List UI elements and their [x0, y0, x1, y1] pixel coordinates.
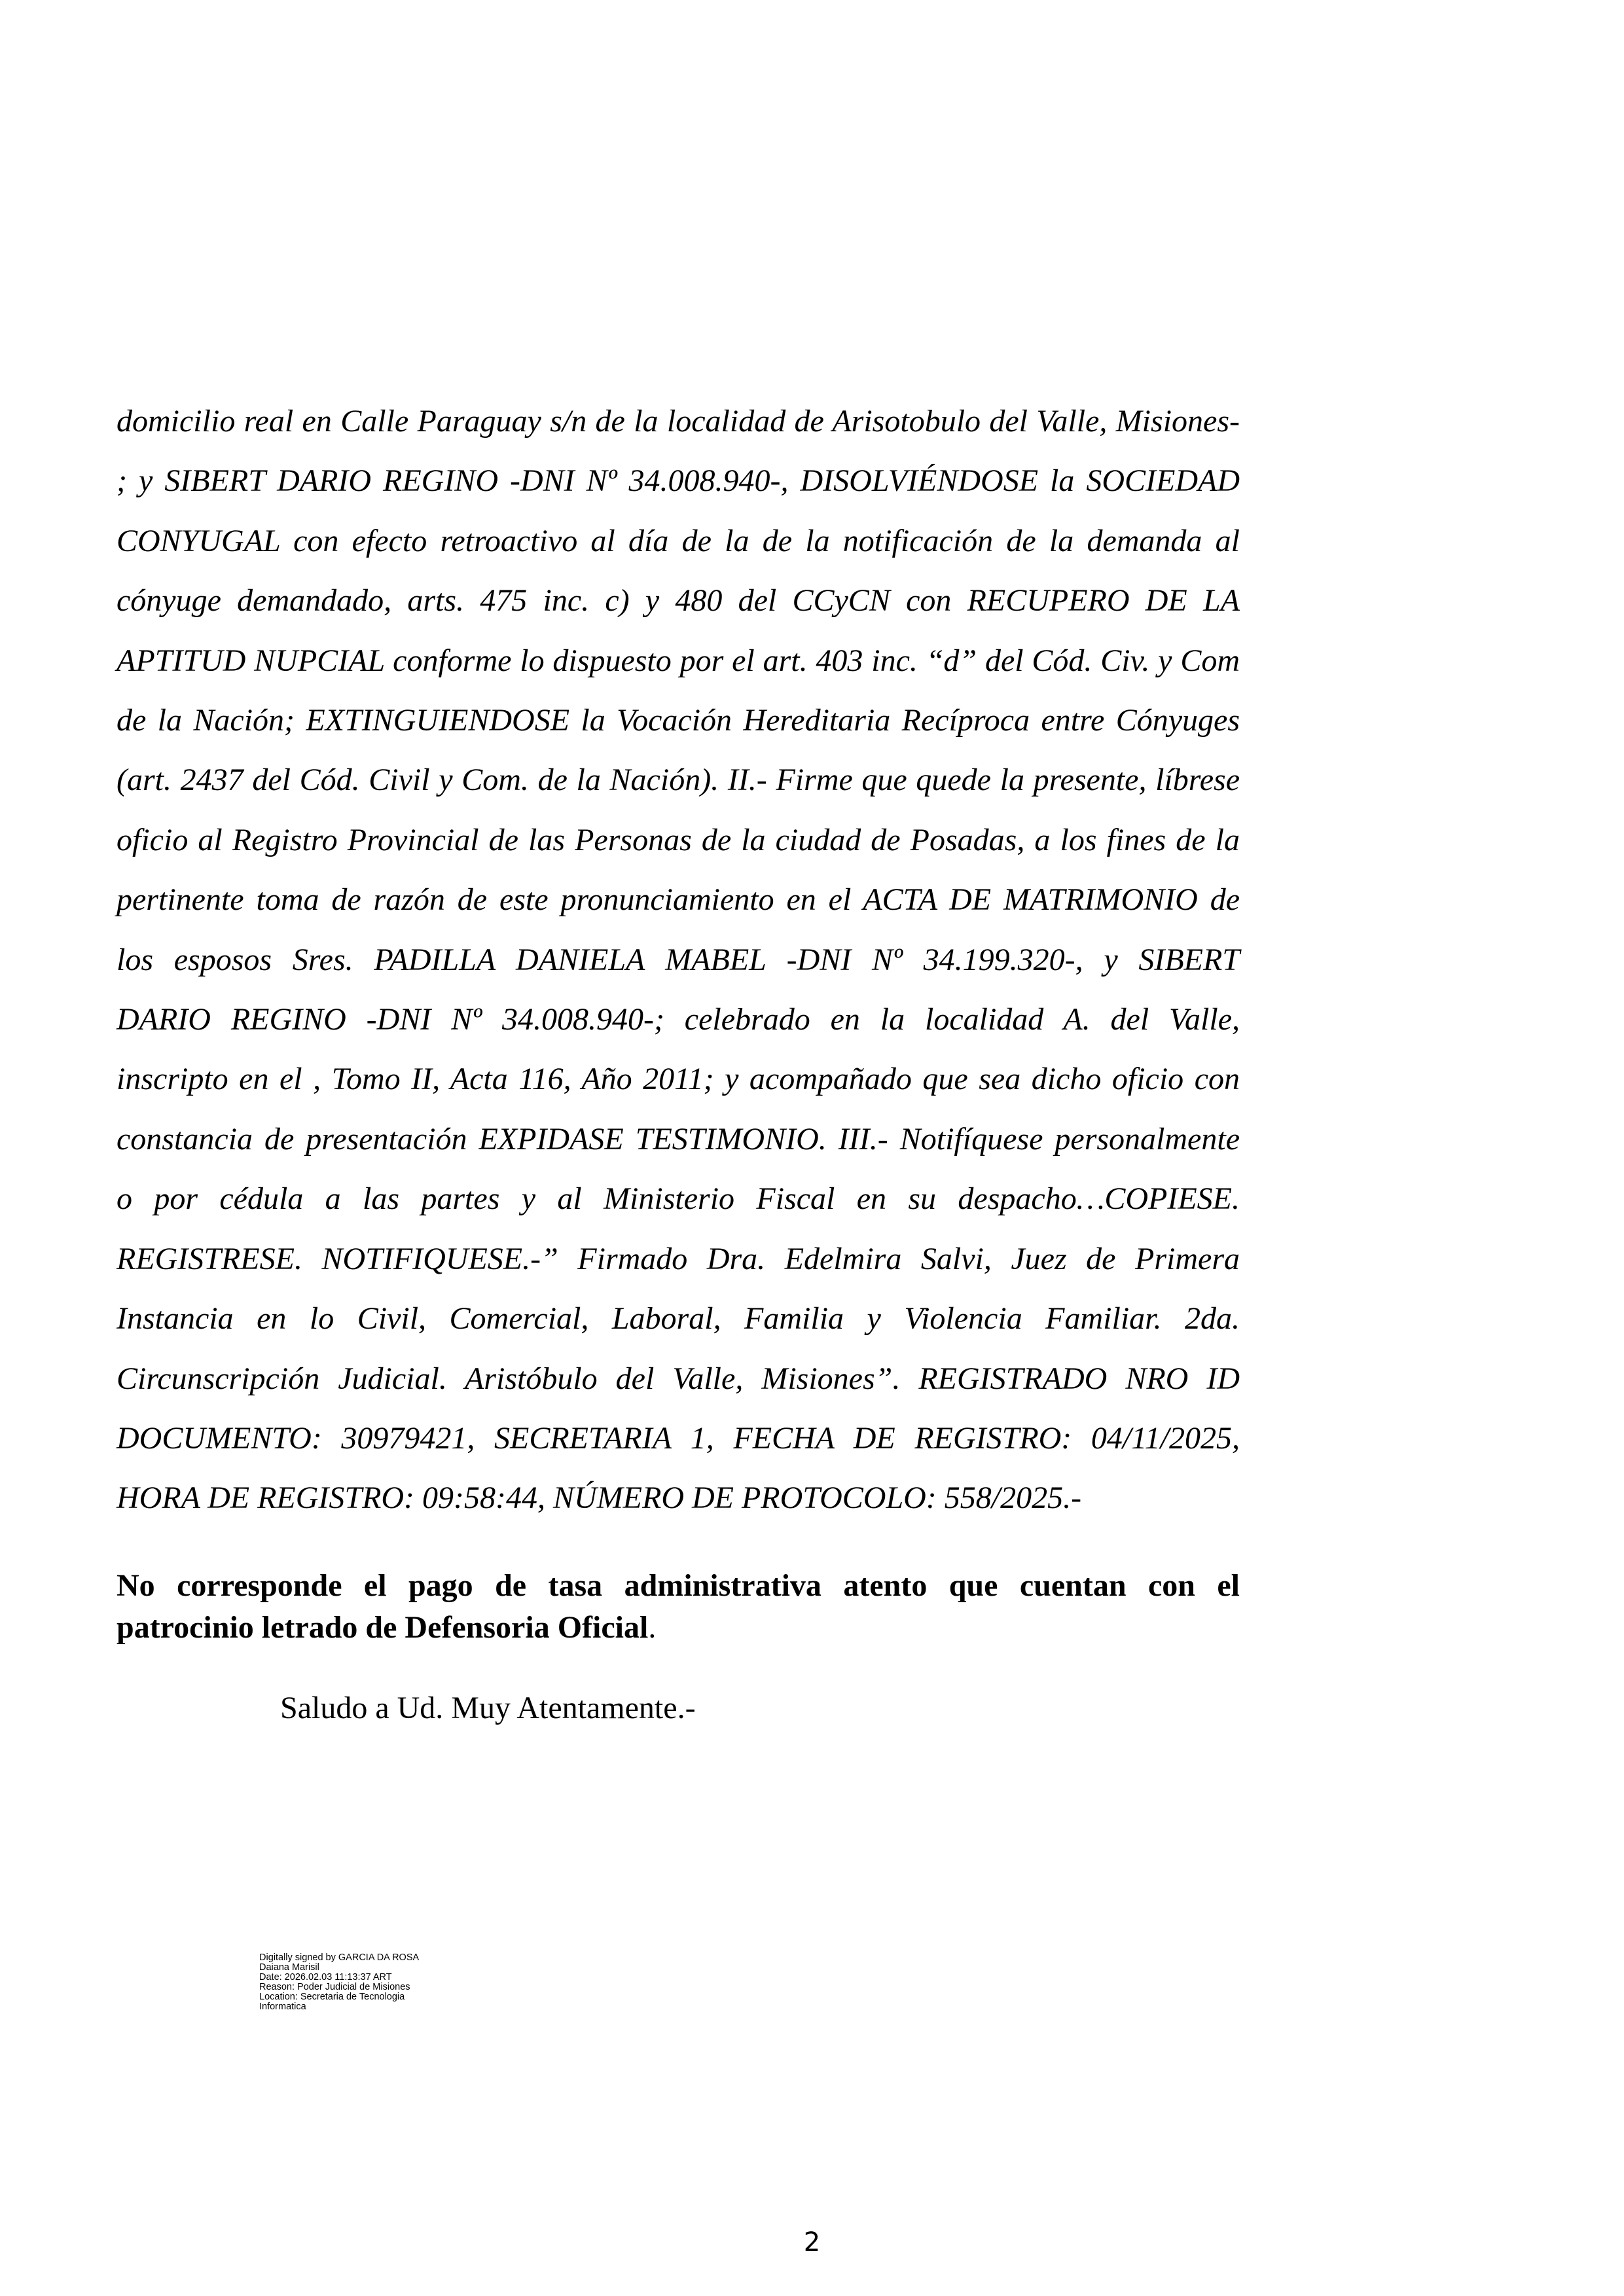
salutation: Saludo a Ud. Muy Atentamente.-: [280, 1691, 696, 1725]
body-line: HORA DE REGISTRO: 09:58:44, NÚMERO DE PROTOCOLO: 558/2025.-: [117, 1480, 1082, 1516]
body-line: CONYUGAL con efecto retroactivo al día de la de la notificación de la demanda al: [117, 523, 1240, 558]
body-line: Instancia en lo Civil, Comercial, Laboral, Familia y Violencia Familiar. 2da.: [117, 1301, 1240, 1336]
digital-signature-block: [259, 1953, 482, 2012]
body-line: APTITUD NUPCIAL conforme lo dispuesto por el art. 403 inc. “d” del Cód. Civ. y Com: [117, 643, 1240, 678]
signature-line: Digitally signed by GARCIA DA ROSA: [259, 1952, 420, 1963]
body-line: inscripto en el , Tomo II, Acta 116, Año 2011; y acompañado que sea dicho oficio con: [117, 1062, 1240, 1097]
signature-line: Date: 2026.02.03 11:13:37 ART: [259, 1972, 392, 1982]
body-line: REGISTRESE. NOTIFIQUESE.-” Firmado Dra. Edelmira Salvi, Juez de Primera: [117, 1241, 1240, 1276]
body-line: ; y SIBERT DARIO REGINO -DNI Nº 34.008.940-, DISOLVIÉNDOSE la SOCIEDAD: [117, 463, 1240, 499]
body-line: DARIO REGINO -DNI Nº 34.008.940-; celebrado en la localidad A. del Valle,: [117, 1002, 1240, 1037]
signature-line: Informatica: [259, 2001, 306, 2012]
body-line: domicilio real en Calle Paraguay s/n de la localidad de Arisotobulo del Valle, Misiones-: [117, 404, 1240, 439]
body-line: de la Nación; EXTINGUIENDOSE la Vocación Hereditaria Recíproca entre Cónyuges: [117, 703, 1240, 738]
fee-note-line: [117, 1607, 1240, 1649]
body-line: Circunscripción Judicial. Aristóbulo del Valle, Misiones”. REGISTRADO NRO ID: [117, 1361, 1240, 1396]
signature-line: Location: Secretaria de Tecnologia: [259, 1992, 405, 2002]
body-line: (art. 2437 del Cód. Civil y Com. de la Nación). II.- Firme que quede la presente, líbrese: [117, 762, 1240, 798]
resolution-body-text: [117, 391, 1240, 1528]
body-line: o por cédula a las partes y al Ministerio Fiscal en su despacho…COPIESE.: [117, 1181, 1240, 1217]
body-line: pertinente toma de razón de este pronunciamiento en el ACTA DE MATRIMONIO de: [117, 882, 1240, 918]
body-line: cónyuge demandado, arts. 475 inc. c) y 480 del CCyCN con RECUPERO DE LA: [117, 583, 1240, 619]
signature-line: Daiana Marisil: [259, 1962, 319, 1973]
signature-line: Reason: Poder Judicial de Misiones: [259, 1982, 410, 1992]
body-line: oficio al Registro Provincial de las Personas de la ciudad de Posadas, a los fines de la: [117, 822, 1240, 857]
body-line: DOCUMENTO: 30979421, SECRETARIA 1, FECHA DE REGISTRO: 04/11/2025,: [117, 1420, 1240, 1456]
page-number: 2: [803, 2227, 821, 2257]
fee-note-period: .: [648, 1610, 657, 1645]
body-line: los esposos Sres. PADILLA DANIELA MABEL -DNI Nº 34.199.320-, y SIBERT: [117, 942, 1240, 977]
fee-note-line: No corresponde el pago de tasa administrativa atento que cuentan con el: [117, 1568, 1240, 1603]
fee-exemption-note: [117, 1565, 1240, 1649]
fee-note-line-text: patrocinio letrado de Defensoria Oficial: [117, 1610, 649, 1645]
body-line: constancia de presentación EXPIDASE TESTIMONIO. III.- Notifíquese personalmente: [117, 1121, 1240, 1157]
